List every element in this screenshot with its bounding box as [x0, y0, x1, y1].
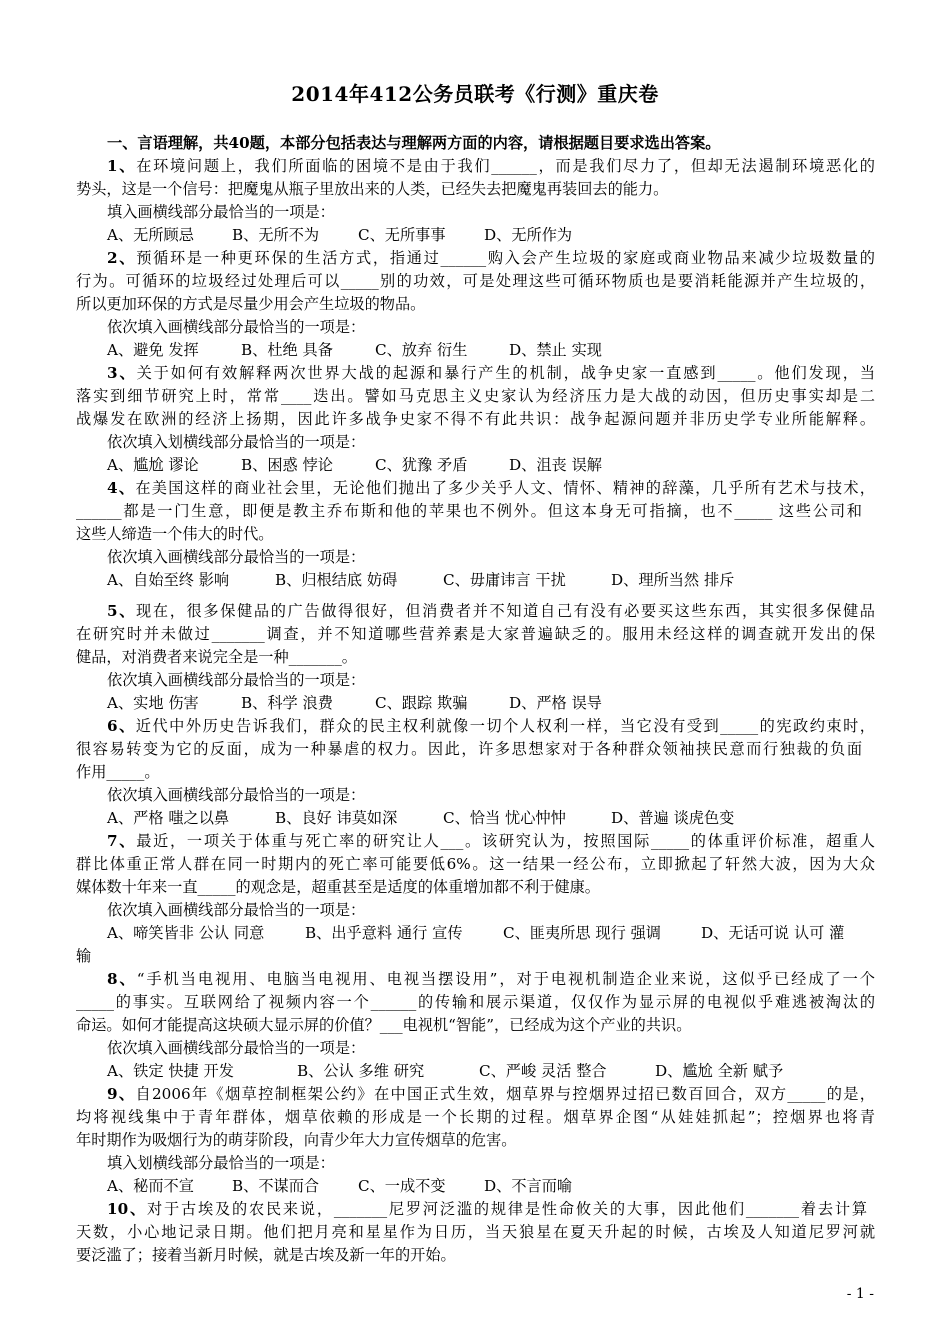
page-number: - 1 -	[846, 1286, 874, 1302]
option-c[interactable]: C、毋庸讳言 干扰	[443, 571, 566, 589]
question-4-line-1: 4、在美国这样的商业社会里，无论他们抛出了多少关乎人文、情怀、精神的辞藻，几乎所有艺术与技术，	[107, 479, 875, 497]
option-d[interactable]: D、无所作为	[484, 226, 573, 244]
question-2-line-2: 行为。可循环的垃圾经过处理后可以_____别的功效，可是处理这些可循环物质也是要消耗能源并产生垃圾的，	[76, 272, 875, 290]
option-c[interactable]: C、严峻 灵活 整合	[479, 1062, 607, 1080]
document-title: 2014年412公务员联考《行测》重庆卷	[291, 82, 659, 106]
option-d[interactable]: D、严格 误导	[509, 694, 602, 712]
option-d[interactable]: D、不言而喻	[484, 1177, 573, 1195]
option-b[interactable]: B、出乎意料 通行 宣传	[305, 924, 463, 942]
question-number: 5、	[107, 602, 137, 620]
question-6-prompt: 依次填入画横线部分最恰当的一项是：	[107, 786, 366, 804]
question-number: 6、	[107, 717, 136, 735]
option-a[interactable]: A、实地 伤害	[107, 694, 199, 712]
option-c[interactable]: C、放弃 衍生	[375, 341, 468, 359]
option-d[interactable]: D、沮丧 误解	[509, 456, 602, 474]
question-9-line-3: 年时期作为吸烟行为的萌芽阶段，向青少年大力宣传烟草的危害。	[76, 1131, 517, 1149]
question-1-options	[107, 224, 572, 246]
option-a[interactable]: A、自始至终 影响	[107, 571, 230, 589]
question-7-line-1: 7、最近，一项关于体重与死亡率的研究让人___。该研究认为，按照国际_____的体重评价标准，超重人	[107, 832, 875, 850]
question-2-options	[107, 339, 602, 361]
option-a[interactable]: A、尴尬 谬论	[107, 456, 199, 474]
question-3-prompt: 依次填入划横线部分最恰当的一项是：	[107, 433, 366, 451]
question-7-line-3: 媒体数十年来一直_____的观念是，超重甚至是适度的体重增加都不利于健康。	[76, 878, 600, 896]
question-5-prompt: 依次填入画横线部分最恰当的一项是：	[107, 671, 366, 689]
question-8-line-1: 8、“手机当电视用、电脑当电视用、电视当摆设用”，对于电视机制造企业来说，这似乎已经成了一个	[107, 970, 875, 988]
question-2-line-3: 所以更加环保的方式是尽量少用会产生垃圾的物品。	[76, 295, 426, 313]
question-9-options	[107, 1175, 572, 1197]
question-10-line-1: 10、对于古埃及的农民来说，_______尼罗河泛滥的规律是性命攸关的大事，因此他们_______着去计算	[107, 1200, 868, 1218]
option-d[interactable]: D、禁止 实现	[509, 341, 602, 359]
question-8-line-3: 命运。如何才能提高这块硕大显示屏的价值？___电视机“智能”，已经成为这个产业的共识。	[76, 1016, 692, 1034]
question-9-line-1: 9、自2006年《烟草控制框架公约》在中国正式生效，烟草界与控烟界过招已数百回合，双方_____的是，	[107, 1085, 875, 1103]
option-d[interactable]: D、无话可说 认可 灌	[701, 924, 845, 942]
option-d[interactable]: D、普遍 谈虎色变	[611, 809, 735, 827]
option-b[interactable]: B、无所不为	[232, 226, 320, 244]
question-5-line-3: 健品，对消费者来说完全是一种_______。	[76, 648, 357, 666]
question-7-line-2: 群比体重正常人群在同一时期内的死亡率可能要低6%。这一结果一经公布，立即掀起了轩然大波，因为大众	[76, 855, 875, 873]
question-5-options	[107, 692, 602, 714]
question-1-prompt: 填入画横线部分最恰当的一项是：	[107, 203, 335, 221]
question-5-line-2: 在研究时并未做过_______调查，并不知道哪些营养素是大家普遍缺乏的。服用未经这样的调查就开发出的保	[76, 625, 875, 643]
option-d[interactable]: D、尴尬 全新 赋予	[655, 1062, 784, 1080]
question-3-line-1: 3、关于如何有效解释两次世界大战的起源和暴行产生的机制，战争史家一直感到_____。他们发现，当	[107, 364, 876, 382]
option-b[interactable]: B、杜绝 具备	[241, 341, 333, 359]
question-3-options	[107, 454, 602, 476]
option-c[interactable]: C、跟踪 欺骗	[375, 694, 468, 712]
question-10-line-2: 天数，小心地记录日期。他们把月亮和星星作为日历，当天狼星在夏天升起的时候，古埃及人知道尼罗河就	[76, 1223, 875, 1241]
option-c[interactable]: C、一成不变	[358, 1177, 446, 1195]
option-b[interactable]: B、良好 讳莫如深	[275, 809, 398, 827]
question-2-prompt: 依次填入画横线部分最恰当的一项是：	[107, 318, 366, 336]
question-3-line-2: 落实到细节研究上时，常常____迭出。譬如马克思主义史家认为经济压力是大战的动因，但历史事实却是二	[76, 387, 875, 405]
option-a[interactable]: A、无所顾忌	[107, 226, 194, 244]
section-header: 一、言语理解，共40题，本部分包括表达与理解两方面的内容，请根据题目要求选出答案。	[107, 134, 721, 152]
question-6-line-2: 很容易转变为它的反面，成为一种暴虐的权力。因此，许多思想家对于各种群众领袖挟民意而行独裁的负面	[76, 740, 862, 758]
option-a[interactable]: A、啼笑皆非 公认 同意	[107, 924, 265, 942]
question-8-prompt: 依次填入画横线部分最恰当的一项是：	[107, 1039, 366, 1057]
question-10-line-3: 要泛滥了；接着当新月时候，就是古埃及新一年的开始。	[76, 1246, 456, 1264]
question-number: 7、	[107, 832, 137, 850]
option-a[interactable]: A、秘而不宣	[107, 1177, 194, 1195]
question-1-line-1: 1、在环境问题上，我们所面临的困境不是由于我们______，而是我们尽力了，但却无法遏制环境恶化的	[107, 157, 875, 175]
question-4-prompt: 依次填入画横线部分最恰当的一项是：	[107, 548, 366, 566]
question-6-line-1: 6、近代中外历史告诉我们，群众的民主权利就像一切个人权利一样，当它没有受到_____的宪政约束时，	[107, 717, 875, 735]
question-6-line-3: 作用_____。	[76, 763, 160, 781]
question-6-options	[107, 807, 734, 829]
option-a[interactable]: A、铁定 快捷 开发	[107, 1062, 234, 1080]
option-b[interactable]: B、公认 多维 研究	[297, 1062, 425, 1080]
question-number: 9、	[107, 1085, 136, 1103]
question-number: 2、	[107, 249, 137, 267]
option-c[interactable]: C、犹豫 矛盾	[375, 456, 468, 474]
option-c[interactable]: C、恰当 忧心忡忡	[443, 809, 566, 827]
question-number: 1、	[107, 157, 137, 175]
option-c[interactable]: C、匪夷所思 现行 强调	[503, 924, 661, 942]
question-number: 3、	[107, 364, 137, 382]
question-4-options	[107, 569, 734, 591]
question-7-options	[107, 922, 844, 944]
option-b[interactable]: B、归根结底 妨碍	[275, 571, 398, 589]
question-number: 10、	[107, 1200, 147, 1218]
option-b[interactable]: B、困惑 悖论	[241, 456, 333, 474]
option-a[interactable]: A、避免 发挥	[107, 341, 199, 359]
option-a[interactable]: A、严格 嗤之以鼻	[107, 809, 230, 827]
question-5-line-1: 5、现在，很多保健品的广告做得很好，但消费者并不知道自己有没有必要买这些东西，其实很多保健品	[107, 602, 875, 620]
question-1-line-2: 势头，这是一个信号：把魔鬼从瓶子里放出来的人类，已经失去把魔鬼再装回去的能力。	[76, 180, 669, 198]
question-8-line-2: _____的事实。互联网给了视频内容一个______的传输和展示渠道，仅仅作为显示屏的电视似乎难逃被淘汰的	[76, 993, 875, 1011]
option-c[interactable]: C、无所事事	[358, 226, 446, 244]
question-9-line-2: 均将视线集中于青年群体，烟草依赖的形成是一个长期的过程。烟草界企图“从娃娃抓起”；控烟界也将青	[76, 1108, 875, 1126]
question-7-prompt: 依次填入画横线部分最恰当的一项是：	[107, 901, 366, 919]
question-8-options	[107, 1060, 783, 1082]
option-b[interactable]: B、不谋而合	[232, 1177, 320, 1195]
question-9-prompt: 填入划横线部分最恰当的一项是：	[107, 1154, 335, 1172]
option-b[interactable]: B、科学 浪费	[241, 694, 333, 712]
question-number: 4、	[107, 479, 136, 497]
question-2-line-1: 2、预循环是一种更环保的生活方式，指通过______购入会产生垃圾的家庭或商业物品来减少垃圾数量的	[107, 249, 875, 267]
question-7-option-d-cont: 输	[76, 947, 92, 965]
question-4-line-3: 这些人缔造一个伟大的时代。	[76, 525, 274, 543]
option-d[interactable]: D、理所当然 排斥	[611, 571, 735, 589]
question-4-line-2: ______都是一门生意，即便是教主乔布斯和他的苹果也不例外。但这本身无可指摘，也不_____ 这些公司和	[76, 502, 862, 520]
question-3-line-3: 战爆发在欧洲的经济上扬期，因此许多战争史家不得不有此共识：战争起源问题并非历史学专业所能解释。	[76, 410, 875, 428]
question-number: 8、	[107, 970, 137, 988]
